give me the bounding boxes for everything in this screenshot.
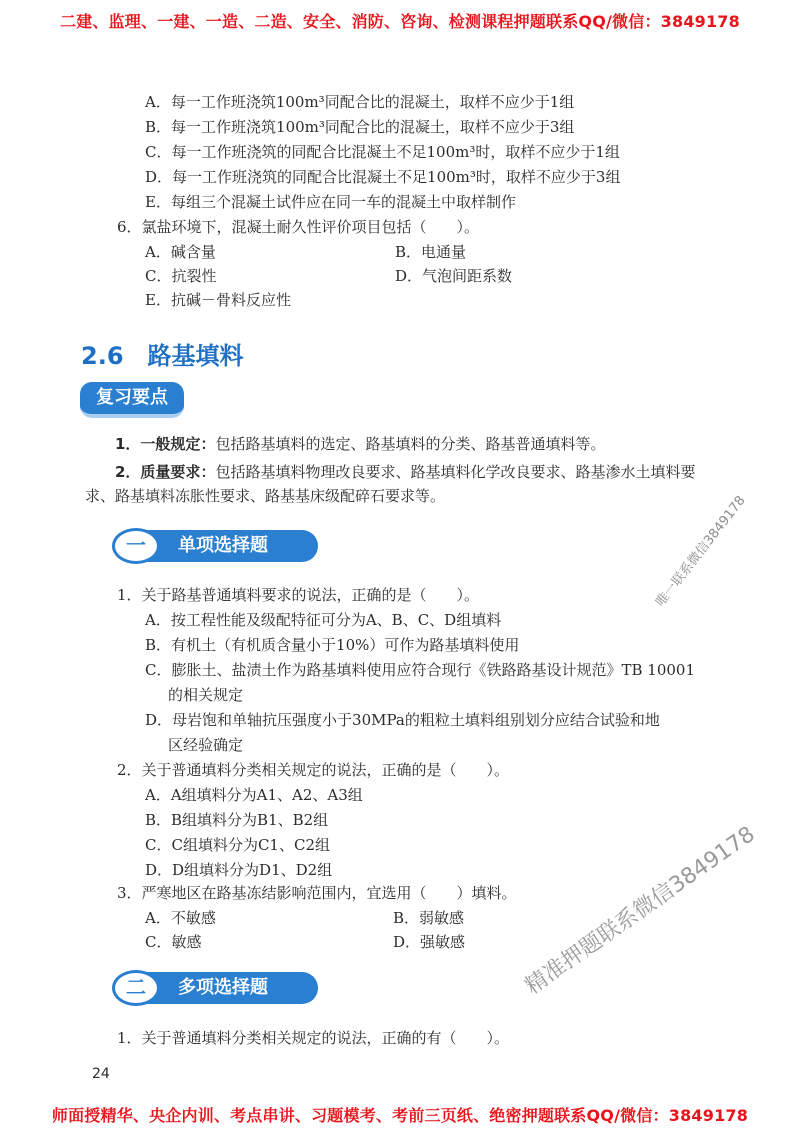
multi-choice-tag [112,970,322,1006]
option-c: C．C组填料分为C1、C2组 [145,836,330,854]
review-paragraph-2 [85,460,717,508]
review-points-label: 复习要点 [80,382,184,418]
review-p1-text: 包括路基填料的选定、路基填料的分类、路基普通填料等。 [215,435,606,453]
single-choice-number: 一 [112,528,160,564]
single-choice-label: 单项选择题 [144,530,318,562]
option-d: D．D组填料分为D1、D2组 [145,861,333,879]
option-b: B．有机土（有机质含量小于10%）可作为路基填料使用 [145,636,520,654]
option-line: C．每一工作班浇筑的同配合比混凝土不足100m³时，取样不应少于1组 [145,143,620,161]
option-b: B．电通量 [395,243,467,261]
option-b: B．B组填料分为B1、B2组 [145,811,329,829]
question-stem: 2．关于普通填料分类相关规定的说法，正确的是（ ）。 [117,761,510,779]
option-c: C．膨胀土、盐渍土作为路基填料使用应符合现行《铁路路基设计规范》TB 10001 [145,661,695,679]
option-a: A．A组填料分为A1、A2、A3组 [145,786,363,804]
option-d: D．强敏感 [393,933,466,951]
question-stem: 1．关于路基普通填料要求的说法，正确的是（ ）。 [117,586,480,604]
option-b: B．弱敏感 [393,909,465,927]
review-p2-text: 包括路基填料物理改良要求、路基填料化学改良要求、路基渗水土填料要求、路基填料冻胀性要求、路基基床级配碎石要求等。 [85,463,696,505]
watermark-large: 精准押题联系微信3849178 [520,821,760,1000]
section-title: 2.6 路基填料 [81,342,244,370]
option-d-cont: 区经验确定 [168,736,244,754]
review-paragraph-1 [85,432,725,456]
review-p1-label: 1．一般规定： [115,435,216,453]
option-a: A．按工程性能及级配特征可分为A、B、C、D组填料 [145,611,502,629]
option-e: E．抗碱－骨料反应性 [145,291,291,309]
option-a: A．碱含量 [145,243,216,261]
option-a: A．不敏感 [145,909,216,927]
option-line: A．每一工作班浇筑100m³同配合比的混凝土，取样不应少于1组 [145,93,575,111]
multi-choice-label: 多项选择题 [144,972,318,1004]
page-number: 24 [92,1066,110,1082]
review-p2-label: 2．质量要求： [115,463,216,481]
question-stem: 3．严寒地区在路基冻结影响范围内，宜选用（ ）填料。 [117,884,517,902]
option-d: D．母岩饱和单轴抗压强度小于30MPa的粗粒土填料组别划分应结合试验和地 [145,711,660,729]
option-line: D．每一工作班浇筑的同配合比混凝土不足100m³时，取样不应少于3组 [145,168,621,186]
option-line: E．每组三个混凝土试件应在同一车的混凝土中取样制作 [145,193,516,211]
option-line: B．每一工作班浇筑100m³同配合比的混凝土，取样不应少于3组 [145,118,575,136]
watermark-small: 唯一联系微信3849178 [653,493,749,610]
option-c: C．抗裂性 [145,267,217,285]
single-choice-tag [112,528,322,564]
option-c: C．敏感 [145,933,202,951]
top-banner: 二建、监理、一建、一造、二造、安全、消防、咨询、检测课程押题联系QQ/微信：3849178 [60,12,740,31]
question-stem: 6．氯盐环境下，混凝土耐久性评价项目包括（ ）。 [117,218,480,236]
question-stem: 1．关于普通填料分类相关规定的说法，正确的有（ ）。 [117,1029,510,1047]
multi-choice-number: 二 [112,970,160,1006]
bottom-banner: 师面授精华、央企内训、考点串讲、习题模考、考前三页纸、绝密押题联系QQ/微信：3849178 [51,1106,749,1125]
option-c-cont: 的相关规定 [168,686,244,704]
option-d: D．气泡间距系数 [395,267,513,285]
